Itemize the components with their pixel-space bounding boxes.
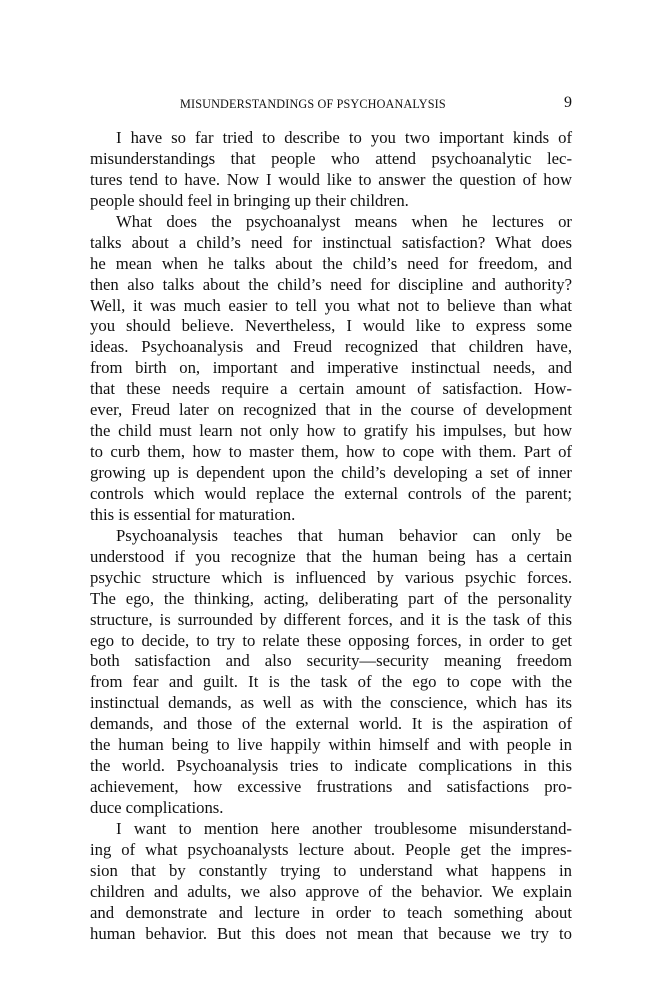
text-line: achievement, how excessive frustrations and satisfactions pro- [90,777,572,797]
text-line: talks about a child’s need for instinctual satisfaction? What does [90,232,572,252]
text-line: structure, is surrounded by different forces, and it is the task of this [90,609,572,629]
text-line: ever, Freud later on recognized that in the course of development [90,400,572,420]
text-line: the human being to live happily within himself and with people in [90,735,572,755]
text-line: Well, it was much easier to tell you what not to believe than what [90,295,572,315]
text-line: Psychoanalysis teaches that human behavior can only be [116,525,572,545]
text-line: children and adults, we also approve of the behavior. We explain [90,881,572,901]
text-line: growing up is dependent upon the child’s developing a set of inner [90,463,572,482]
text-line: What does the psychoanalyst means when he lectures or [116,211,572,231]
text-line: to curb them, how to master them, how to cope with them. Part of [90,442,572,462]
text-line: this is essential for maturation. [90,504,296,524]
text-line: instinctual demands, as well as with the conscience, which has its [90,693,572,713]
page-number: 9 [564,94,572,111]
text-line: duce complications. [90,798,224,817]
text-line: tures tend to have. Now I would like to answer the question of how [90,169,572,189]
text-line: that these needs require a certain amount of satisfaction. How- [90,379,572,399]
text-line: misunderstandings that people who attend psychoanalytic lec- [90,148,572,168]
text-line: human behavior. But this does not mean that because we try to [90,923,572,943]
text-line: he mean when he talks about the child’s need for freedom, and [90,253,572,273]
running-title: MISUNDERSTANDINGS OF PSYCHOANALYSIS [180,97,446,111]
text-line: ing of what psychoanalysts lecture about. People get the impres- [90,839,572,859]
text-line: I have so far tried to describe to you two important kinds of [116,128,572,147]
text-line: from birth on, important and imperative instinctual needs, and [90,358,572,378]
text-line: people should feel in bringing up their children. [90,190,409,210]
text-line: the child must learn not only how to gratify his impulses, but how [90,421,572,441]
text-line: you should believe. Nevertheless, I would like to express some [90,316,572,336]
paragraph-1 [90,128,572,212]
text-line: sion that by constantly trying to understand what happens in [90,860,572,880]
text-line: controls which would replace the external controls of the parent; [90,483,572,503]
text-line: from fear and guilt. It is the task of the ego to cope with the [90,672,572,692]
text-line: ego to decide, to try to relate these opposing forces, in order to get [90,630,572,650]
text-line: both satisfaction and also security—security meaning freedom [90,651,572,671]
text-line: I want to mention here another troublesome misunderstand- [116,818,572,838]
running-head [90,94,572,116]
text-line: The ego, the thinking, acting, deliberating part of the personality [90,588,572,608]
text-line: demands, and those of the external world. It is the aspiration of [90,714,572,734]
text-line: ideas. Psychoanalysis and Freud recognized that children have, [90,337,572,357]
paragraph-2 [90,212,572,526]
body-text [90,128,572,945]
text-line: and demonstrate and lecture in order to teach something about [90,902,572,922]
text-line: psychic structure which is influenced by various psychic forces. [90,567,572,587]
paragraph-4 [90,819,572,945]
text-line: then also talks about the child’s need for discipline and authority? [90,274,572,294]
paragraph-3 [90,526,572,819]
text-line: understood if you recognize that the human being has a certain [90,546,572,566]
text-line: the world. Psychoanalysis tries to indicate complications in this [90,756,572,776]
